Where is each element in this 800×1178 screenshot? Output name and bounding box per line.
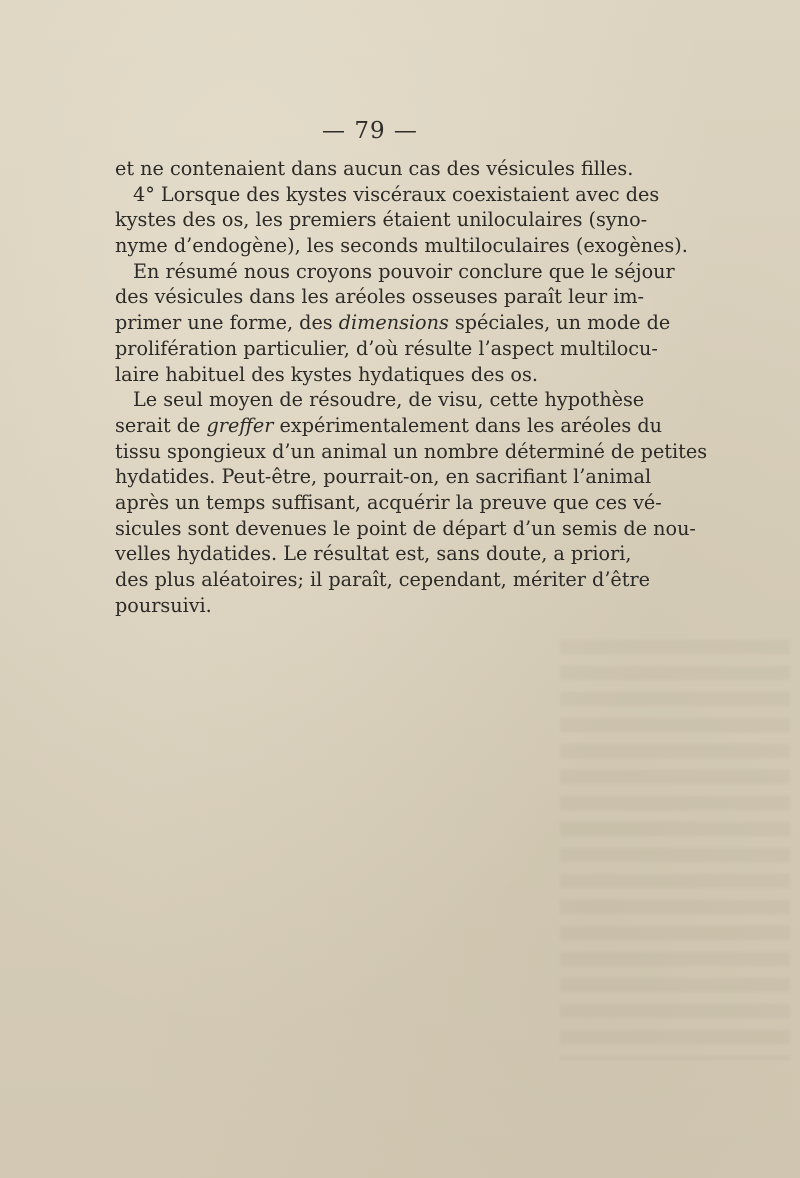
text-line: nyme d’endogène), les seconds multiloculaires (exogènes).: [115, 234, 688, 258]
text-line: [115, 310, 671, 336]
text-line: hydatides. Peut-être, pourrait-on, en sacrifiant l’animal: [115, 465, 652, 489]
text-run: primer une forme, des: [115, 311, 339, 335]
text-line: des vésicules dans les aréoles osseuses paraît leur im-: [115, 285, 645, 309]
text-line: [115, 413, 662, 439]
text-line: et ne contenaient dans aucun cas des vésicules filles.: [115, 157, 634, 180]
text-run: serait de: [115, 413, 207, 437]
text-line: kystes des os, les premiers étaient uniloculaires (syno-: [115, 208, 648, 232]
text-line: après un temps suffisant, acquérir la preuve que ces vé-: [115, 490, 662, 514]
text-line: sicules sont devenues le point de départ d’un semis de nou-: [115, 516, 696, 540]
text-line: velles hydatides. Le résultat est, sans doute, a priori,: [115, 542, 632, 566]
italic-word: dimensions: [338, 311, 449, 335]
page-number: — 79 —: [322, 118, 418, 144]
text-line: des plus aléatoires; il paraît, cependant, mériter d’être: [115, 568, 651, 591]
italic-word: greffer: [206, 413, 274, 437]
show-through-text: [560, 640, 790, 1060]
text-line: En résumé nous croyons pouvoir conclure que le séjour: [133, 259, 675, 283]
text-line: Le seul moyen de résoudre, de visu, cette hypothèse: [133, 388, 645, 412]
text-line: laire habituel des kystes hydatiques des os.: [115, 362, 538, 386]
text-run: spéciales, un mode de: [448, 311, 671, 335]
text-run: expérimentalement dans les aréoles du: [273, 413, 662, 437]
body-text: [115, 156, 708, 618]
text-line: 4° Lorsque des kystes viscéraux coexistaient avec des: [133, 182, 660, 206]
text-line: tissu spongieux d’un animal un nombre déterminé de petites: [115, 439, 708, 463]
text-line: poursuivi.: [115, 593, 212, 617]
text-line: prolifération particulier, d’où résulte l’aspect multilocu-: [115, 336, 658, 360]
